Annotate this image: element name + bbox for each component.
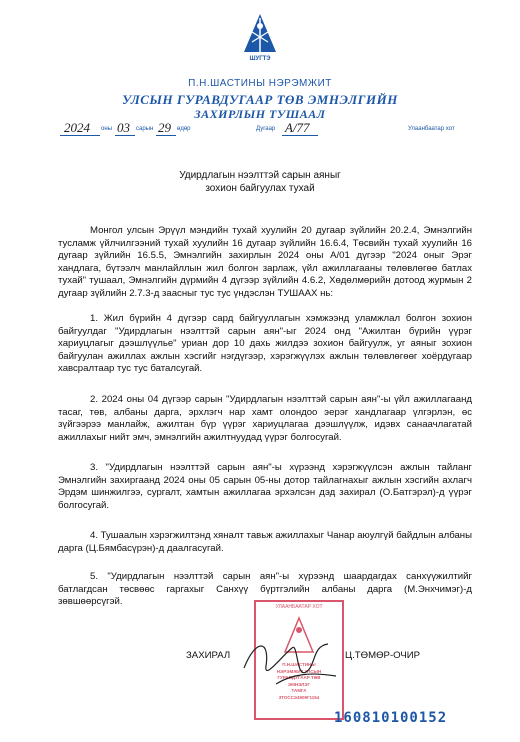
paragraph-text: 1. Жил бүрийн 4 дүгээр сард байгууллагын хэмжээнд уламжлал болгон зохион байгуулдаг "Удирдлагын нээлттэй сарын аян"-ыг 2024 онд "Ажилтан бүрийн үүрэг хариуцлагыг дээшлүүлье" уриан дор 10 дахь жилдээ зохион байгуулж, уг аяныг зохион байгуулан ажиллах ажлын хэсгийг нэгдүгээр, хэрэгжүүлэх ажлын төлөвлөгөөг хоёрдугаар хавсралтаар тус тус баталсугай. [58,313,472,375]
stamp-line: ТАМГА [291,688,307,693]
paragraph-text: 5. "Удирдлагын нээлттэй сарын аян"-ы хүрээнд шаардагдах санхүүжилтийг батлагдсан төсвөөс гаргахыг Санхүү бүртгэлийн албаны дарга (М.Энхчимэг)-д зөвшөөрсүгэй. [58,571,472,608]
paragraph-text: 2. 2024 оны 04 дүгээр сарын "Удирдлагын нээлттэй сарын аян"-ы үйл ажиллагаанд тасаг, төв, албаны дарга, эрхлэгч нар хамт олондоо эерэг хандлагаар үлгэрлэн, өс зүйгээрээ манлайж, ажилтан бүр үүрэг хариуцлагаа дээшлүүлж, идэвх санаачлагатай ажиллахыг нийт эмч, эмнэлгийн ажилтнуудад үүрэг болгосугай. [58,394,472,443]
hospital-name: УЛСЫН ГУРАВДУГААР ТӨВ ЭМНЭЛГИЙН [122,92,398,107]
date-month-suffix: сарын [136,126,154,132]
hospital-logo [240,12,280,70]
hospital-subtitle: П.Н.ШАСТИНЫ НЭРЭМЖИТ [188,78,332,89]
divider [156,135,176,136]
order-number: А/77 [285,120,310,135]
divider [282,135,318,136]
date-year: 2024 [64,120,90,135]
signature-title: ЗАХИРАЛ [186,650,231,661]
serial-number: 160810100152 [334,710,448,726]
paragraph-text: 4. Тушаалын хэрэгжилтэнд хяналт тавьж ажиллахыг Чанар аюулгүй байдлын албаны дарга (Ц.Бямбасүрэн)-д даалгасугай. [58,530,473,554]
stamp-line: 3ТОССЭ4909Г1154 [278,694,320,700]
document-title-line1: Удирдлагын нээлттэй сарын аяныг [179,170,341,181]
date-day-suffix: өдөр [177,126,191,132]
paragraph-text: 3. "Удирдлагын нээлттэй сарын аян"-ы хүрээнд хэрэгжүүлсэн ажлын тайланг Эмнэлгийн захиргаанд 2024 оны 05 сарын 05-ны дотор тайлагнахыг ажлын хэсгийн ахлагч Эрдэм шинжилгээ, сургалт, хамтын ажиллагаа эрхэлсэн дэд захирал (О.Батгэрэл)-д үүрэг болгосугай. [58,462,472,511]
order-number-label: Дугаар [256,126,276,132]
document-type: ЗАХИРЛЫН ТУШААЛ [194,107,326,121]
stamp-line: ЭМНЭЛЭГ [287,681,311,687]
stamp-top-text: УЛААНБААТАР ХОТ [275,604,323,610]
divider [60,135,100,136]
date-day: 29 [158,120,171,135]
order-item-4 [58,530,472,555]
logo-emblem-icon [240,12,280,56]
stamp-line: ГУРАВДУГААР ТӨВ [277,675,321,680]
stamp-line: НЭРЭМЖИТ УЛСЫН [276,668,322,674]
order-item-3 [58,462,472,512]
signatory-name: Ц.ТӨМӨР-ОЧИР [345,650,421,661]
order-item-2 [58,394,472,444]
stamp-line: П.Н.ШАСТИНЫ [282,662,316,667]
date-month: 03 [117,120,130,135]
order-item-1 [58,313,472,376]
city: Улаанбаатар хот [408,126,455,132]
preamble-paragraph [58,225,472,301]
divider [115,135,135,136]
document-title-line2: зохион байгуулах тухай [205,183,315,194]
paragraph-text: Монгол улсын Эрүүл мэндийн тухай хуулийн 20 дугаар зүйлийн 20.2.4, Эмнэлгийн тусламж үйлчилгээний тухай хуулийн 16 дугаар зүйлийн 16.6.4, Төсвийн тухай хуулийн 16 дугаар зүйлийн 16.5.5, Эмнэлгийн захирлын 2024 оны А/01 дүгээр "2024 оныг Эрэг хандлага, бүтээлч манлайллын жил болгон зарлаж, үйл ажиллагааны төлөвлөгөө батлах тухай" тушаал, Эмнэлгийн дүрмийн 4 дүгээр зүйлийн 4.6.2, Хөдөлмөрийн дотоод журмын 2 дугаар зүйлийн 2.7.3-д заасныг тус тус үндэслэн ТУШААХ нь: [58,225,472,299]
date-year-suffix: оны [101,126,112,132]
logo-text: ШУГТЭ [249,56,271,62]
handwritten-signature-icon [236,628,346,698]
